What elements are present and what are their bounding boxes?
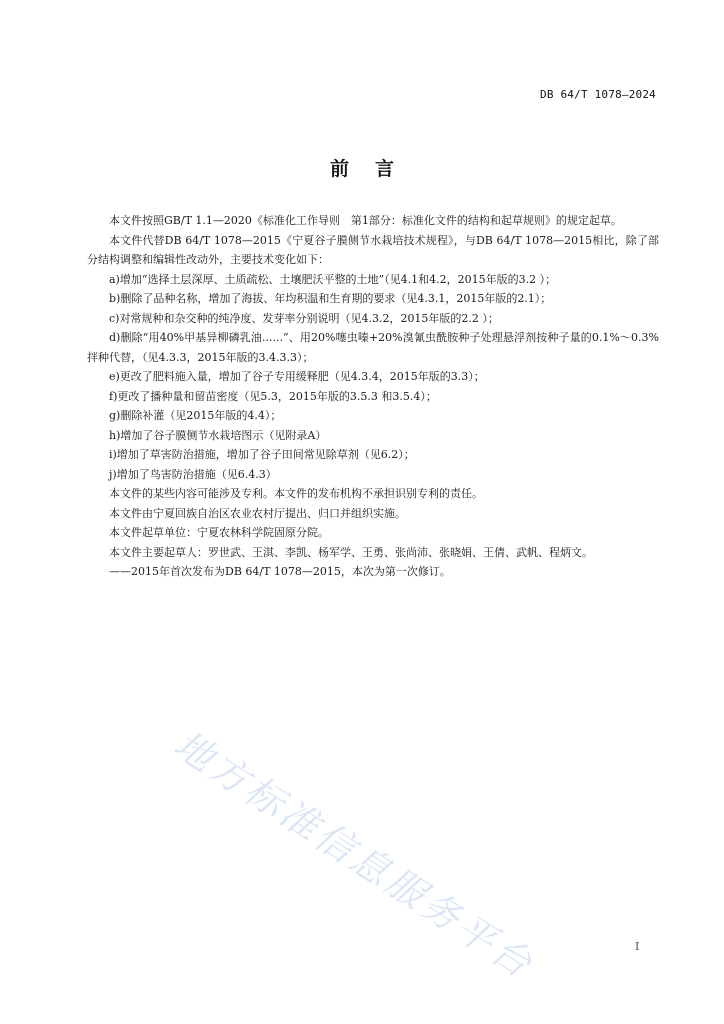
change-item-j: j)增加了鸟害防治措施（见6.4.3） (109, 467, 277, 481)
foreword-body (87, 211, 659, 582)
change-item-f: f)更改了播种量和留苗密度（见5.3，2015年版的3.5.3 和3.5.4）； (109, 389, 437, 403)
change-item-e: e)更改了肥料施入量，增加了谷子专用缓释肥（见4.3.4，2015年版的3.3）； (109, 370, 485, 383)
paragraph-patent: 本文件的某些内容可能涉及专利。本文件的发布机构不承担识别专利的责任。 (109, 487, 483, 500)
change-item-c: c)对常规种和杂交种的纯净度、发芽率分别说明（见4.3.2，2015年版的2.2 ）； (109, 311, 499, 325)
page-title: 前言 (329, 158, 420, 180)
change-item-i: i)增加了草害防治措施，增加了谷子田间常见除草剂（见6.2）； (109, 448, 415, 461)
page-number: I (635, 940, 640, 953)
change-item-h: h)增加了谷子膜侧节水栽培图示（见附录A） (109, 428, 327, 442)
change-item-g: g)删除补灌（见2015年版的4.4）； (109, 409, 282, 422)
paragraph-drafters: 本文件主要起草人：罗世武、王淇、李凯、杨军学、王勇、张尚沛、张晓娟、王倩、武帆、程炳文。 (109, 545, 593, 559)
watermark: 地方标准信息服务平台 (166, 721, 543, 988)
document-code: DB 64/T 1078—2024 (540, 88, 656, 101)
paragraph-history: ——2015年首次发布为DB 64/T 1078—2015，本次为第一次修订。 (109, 565, 451, 578)
change-item-a: a)增加“选择土层深厚、土质疏松、土壤肥沃平整的土地”（见4.1和4.2，2015年版的3.2 ）； (109, 272, 557, 286)
paragraph-drafting-unit: 本文件起草单位：宁夏农林科学院固原分院。 (109, 526, 329, 539)
paragraph-replacement: 本文件代替DB 64/T 1078—2015《宁夏谷子膜侧节水栽培技术规程》，与DB 64/T 1078—2015相比，除了部分结构调整和编辑性改动外，主要技术变化如下： (87, 233, 659, 266)
paragraph-drafting-basis: 本文件按照GB/T 1.1—2020《标准化工作导则 第1部分：标准化文件的结构和起草规则》的规定起草。 (109, 214, 622, 227)
paragraph-proposer: 本文件由宁夏回族自治区农业农村厅提出、归口并组织实施。 (109, 506, 406, 520)
change-item-d: d)删除“用40%甲基异柳磷乳油......”、用20%噻虫嗪+20%溴氰虫酰胺种子处理悬浮剂按种子量的0.1%～0.3%拌种代替，（见4.3.3，2015年版的3.4.3.3）； (87, 331, 659, 364)
change-item-b: b)删除了品种名称，增加了海拔、年均积温和生育期的要求（见4.3.1，2015年版的2.1）； (109, 292, 552, 305)
